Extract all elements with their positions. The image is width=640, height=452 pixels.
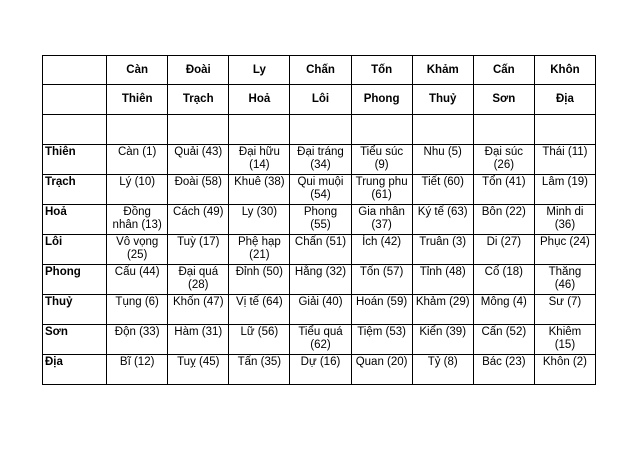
col-head-chan: Chấn (290, 56, 351, 85)
row-head: Địa (43, 355, 107, 385)
table-cell: Phục (24) (534, 235, 595, 265)
table-cell: Khảm (29) (412, 295, 473, 325)
col-head-ly: Ly (229, 56, 290, 85)
col-head-ton: Tốn (351, 56, 412, 85)
table-cell: Độn (33) (107, 325, 168, 355)
empty-cell (168, 115, 229, 145)
table-cell: Cấu (44) (107, 265, 168, 295)
table-cell: Cách (49) (168, 205, 229, 235)
row-head: Thiên (43, 145, 107, 175)
table-cell: Đại súc (26) (473, 145, 534, 175)
table-cell: Tổn (41) (473, 175, 534, 205)
table-cell: Bôn (22) (473, 205, 534, 235)
col-element-thien: Thiên (107, 85, 168, 115)
hexagram-table (42, 55, 596, 385)
header-row-elements (43, 85, 596, 115)
empty-row (43, 115, 596, 145)
table-cell: Lâm (19) (534, 175, 595, 205)
table-cell: Khôn (2) (534, 355, 595, 385)
empty-cell (412, 115, 473, 145)
table-row (43, 325, 596, 355)
table-cell: Càn (1) (107, 145, 168, 175)
table-row (43, 145, 596, 175)
table-cell: Minh di (36) (534, 205, 595, 235)
table-cell: Ích (42) (351, 235, 412, 265)
table-cell: Di (27) (473, 235, 534, 265)
col-element-loi: Lôi (290, 85, 351, 115)
row-head: Phong (43, 265, 107, 295)
table-cell: Kiển (39) (412, 325, 473, 355)
table-cell: Trung phu (61) (351, 175, 412, 205)
header-row-trigram-names (43, 56, 596, 85)
table-cell: Lý (10) (107, 175, 168, 205)
table-cell: Đồng nhân (13) (107, 205, 168, 235)
table-cell: Tụng (6) (107, 295, 168, 325)
table-cell: Tốn (57) (351, 265, 412, 295)
table-row (43, 205, 596, 235)
row-head: Sơn (43, 325, 107, 355)
table-row (43, 175, 596, 205)
row-head: Trạch (43, 175, 107, 205)
table-cell: Khốn (47) (168, 295, 229, 325)
table-cell: Đỉnh (50) (229, 265, 290, 295)
corner-cell (43, 85, 107, 115)
empty-cell (290, 115, 351, 145)
table-cell: Cổ (18) (473, 265, 534, 295)
table-cell: Tiểu súc (9) (351, 145, 412, 175)
table-cell: Thái (11) (534, 145, 595, 175)
table-cell: Thăng (46) (534, 265, 595, 295)
table-cell: Mông (4) (473, 295, 534, 325)
table-cell: Qui muội (54) (290, 175, 351, 205)
table-row (43, 355, 596, 385)
table-cell: Tấn (35) (229, 355, 290, 385)
col-head-doai: Đoài (168, 56, 229, 85)
table-cell: Sư (7) (534, 295, 595, 325)
empty-cell (351, 115, 412, 145)
empty-cell (229, 115, 290, 145)
table-cell: Truân (3) (412, 235, 473, 265)
col-element-trach: Trạch (168, 85, 229, 115)
table-cell: Cấn (52) (473, 325, 534, 355)
col-element-thuy: Thuỷ (412, 85, 473, 115)
empty-cell (473, 115, 534, 145)
table-cell: Đoài (58) (168, 175, 229, 205)
empty-cell (534, 115, 595, 145)
col-element-son: Sơn (473, 85, 534, 115)
table-cell: Ký tế (63) (412, 205, 473, 235)
table-cell: Khiêm (15) (534, 325, 595, 355)
col-head-khon: Khôn (534, 56, 595, 85)
table-cell: Vô vọng (25) (107, 235, 168, 265)
row-head: Lôi (43, 235, 107, 265)
table-cell: Hàm (31) (168, 325, 229, 355)
table-row (43, 295, 596, 325)
table-cell: Ly (30) (229, 205, 290, 235)
table-cell: Vị tế (64) (229, 295, 290, 325)
table-cell: Tiểu quá (62) (290, 325, 351, 355)
table-cell: Nhu (5) (412, 145, 473, 175)
table-cell: Quan (20) (351, 355, 412, 385)
table-cell: Gia nhân (37) (351, 205, 412, 235)
col-element-phong: Phong (351, 85, 412, 115)
table-cell: Tỷ (8) (412, 355, 473, 385)
row-head: Thuỷ (43, 295, 107, 325)
table-cell: Phong (55) (290, 205, 351, 235)
table-body (43, 56, 596, 385)
table-cell: Quải (43) (168, 145, 229, 175)
table-row (43, 235, 596, 265)
table-cell: Dự (16) (290, 355, 351, 385)
table-cell: Tiết (60) (412, 175, 473, 205)
table-cell: Phệ hạp (21) (229, 235, 290, 265)
corner-cell (43, 56, 107, 85)
table-cell: Hằng (32) (290, 265, 351, 295)
table-cell: Đại hữu (14) (229, 145, 290, 175)
table-cell: Hoán (59) (351, 295, 412, 325)
empty-cell (107, 115, 168, 145)
table-cell: Khuê (38) (229, 175, 290, 205)
table-cell: Tỉnh (48) (412, 265, 473, 295)
table-cell: Bĩ (12) (107, 355, 168, 385)
col-head-kham: Khảm (412, 56, 473, 85)
table-cell: Tuỳ (17) (168, 235, 229, 265)
col-head-can: Càn (107, 56, 168, 85)
table-cell: Tiệm (53) (351, 325, 412, 355)
empty-cell (43, 115, 107, 145)
table-cell: Đại tráng (34) (290, 145, 351, 175)
table-cell: Lữ (56) (229, 325, 290, 355)
table-cell: Bác (23) (473, 355, 534, 385)
table-cell: Tuỵ (45) (168, 355, 229, 385)
table-cell: Chấn (51) (290, 235, 351, 265)
table-cell: Giải (40) (290, 295, 351, 325)
col-element-dia: Địa (534, 85, 595, 115)
col-head-can2: Cấn (473, 56, 534, 85)
table-cell: Đại quá (28) (168, 265, 229, 295)
row-head: Hoả (43, 205, 107, 235)
col-element-hoa: Hoả (229, 85, 290, 115)
table-row (43, 265, 596, 295)
